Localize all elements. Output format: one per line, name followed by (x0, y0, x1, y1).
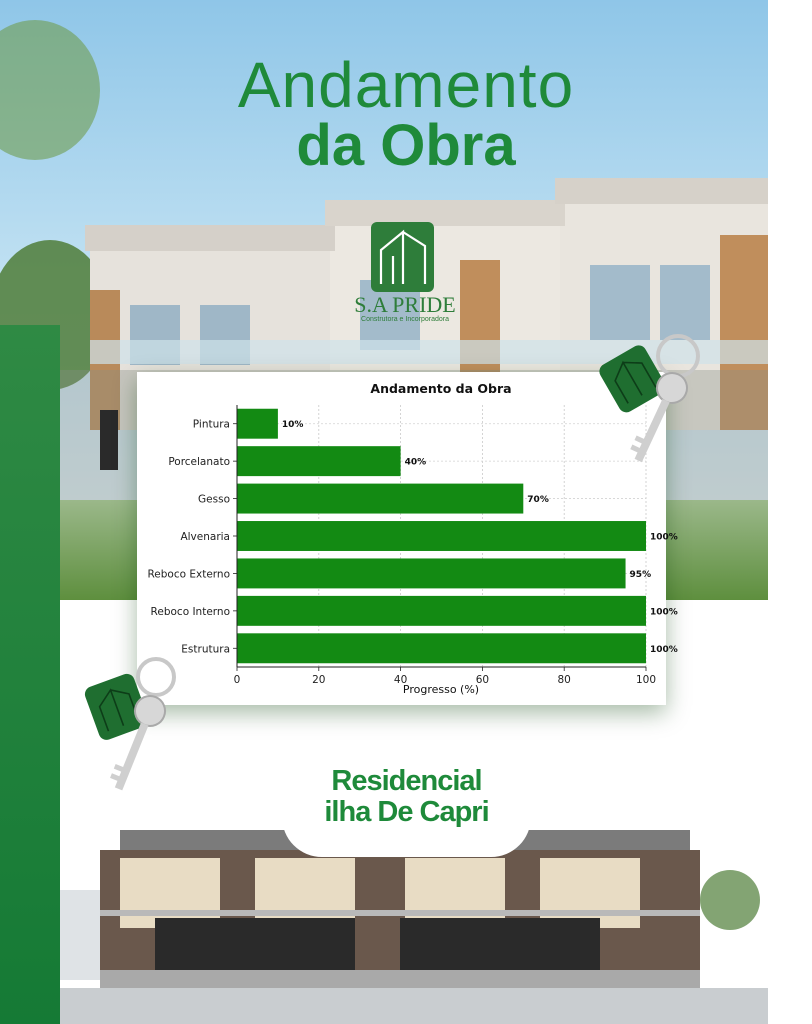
company-logo-mark (371, 222, 434, 292)
x-tick-label-1: 20 (312, 674, 326, 686)
project-name-line2: ilha De Capri (324, 796, 489, 828)
bar-1 (237, 446, 401, 476)
bar-2 (237, 484, 523, 514)
data-label-5: 100% (650, 607, 678, 618)
y-tick-label-2: Gesso (198, 493, 230, 506)
y-tick-label-5: Reboco Interno (150, 605, 230, 618)
house-outline-icon (371, 222, 434, 292)
data-label-2: 70% (527, 495, 549, 506)
x-tick-label-4: 80 (557, 674, 571, 686)
data-label-4: 95% (629, 569, 652, 580)
data-label-6: 100% (650, 644, 678, 655)
chart-title: Andamento da Obra (370, 381, 512, 396)
green-side-band (0, 325, 60, 1024)
key-keychain-icon-2 (78, 655, 193, 805)
key-keychain-icon (598, 328, 708, 478)
bar-4 (237, 558, 626, 588)
x-tick-label-2: 40 (393, 674, 408, 686)
chart-x-axis-label: Progresso (%) (402, 683, 480, 696)
bar-5 (237, 596, 646, 626)
bar-0 (237, 409, 278, 439)
company-logo-name: S.A PRIDE (354, 292, 456, 317)
company-logo-tagline: Construtora e Incorporadora (361, 316, 449, 323)
y-tick-label-1: Porcelanato (168, 456, 230, 469)
x-tick-label-0: 0 (233, 674, 241, 686)
page-title-line1: Andamento (237, 49, 575, 121)
bar-6 (237, 633, 646, 663)
progress-bar-chart (137, 372, 678, 705)
progress-chart-card (137, 372, 678, 705)
page-title-line2: da Obra (296, 113, 516, 178)
project-name-line1: Residencial (331, 765, 482, 797)
y-tick-label-3: Alvenaria (180, 531, 230, 543)
y-tick-label-6: Estrutura (181, 643, 230, 656)
y-tick-label-0: Pintura (192, 418, 230, 431)
x-tick-label-3: 60 (475, 674, 490, 686)
bar-3 (237, 521, 646, 551)
x-tick-label-5: 100 (635, 674, 657, 686)
data-label-0: 10% (281, 420, 304, 431)
y-tick-label-4: Reboco Externo (147, 568, 230, 581)
data-label-3: 100% (650, 532, 678, 543)
data-label-1: 40% (404, 457, 427, 468)
